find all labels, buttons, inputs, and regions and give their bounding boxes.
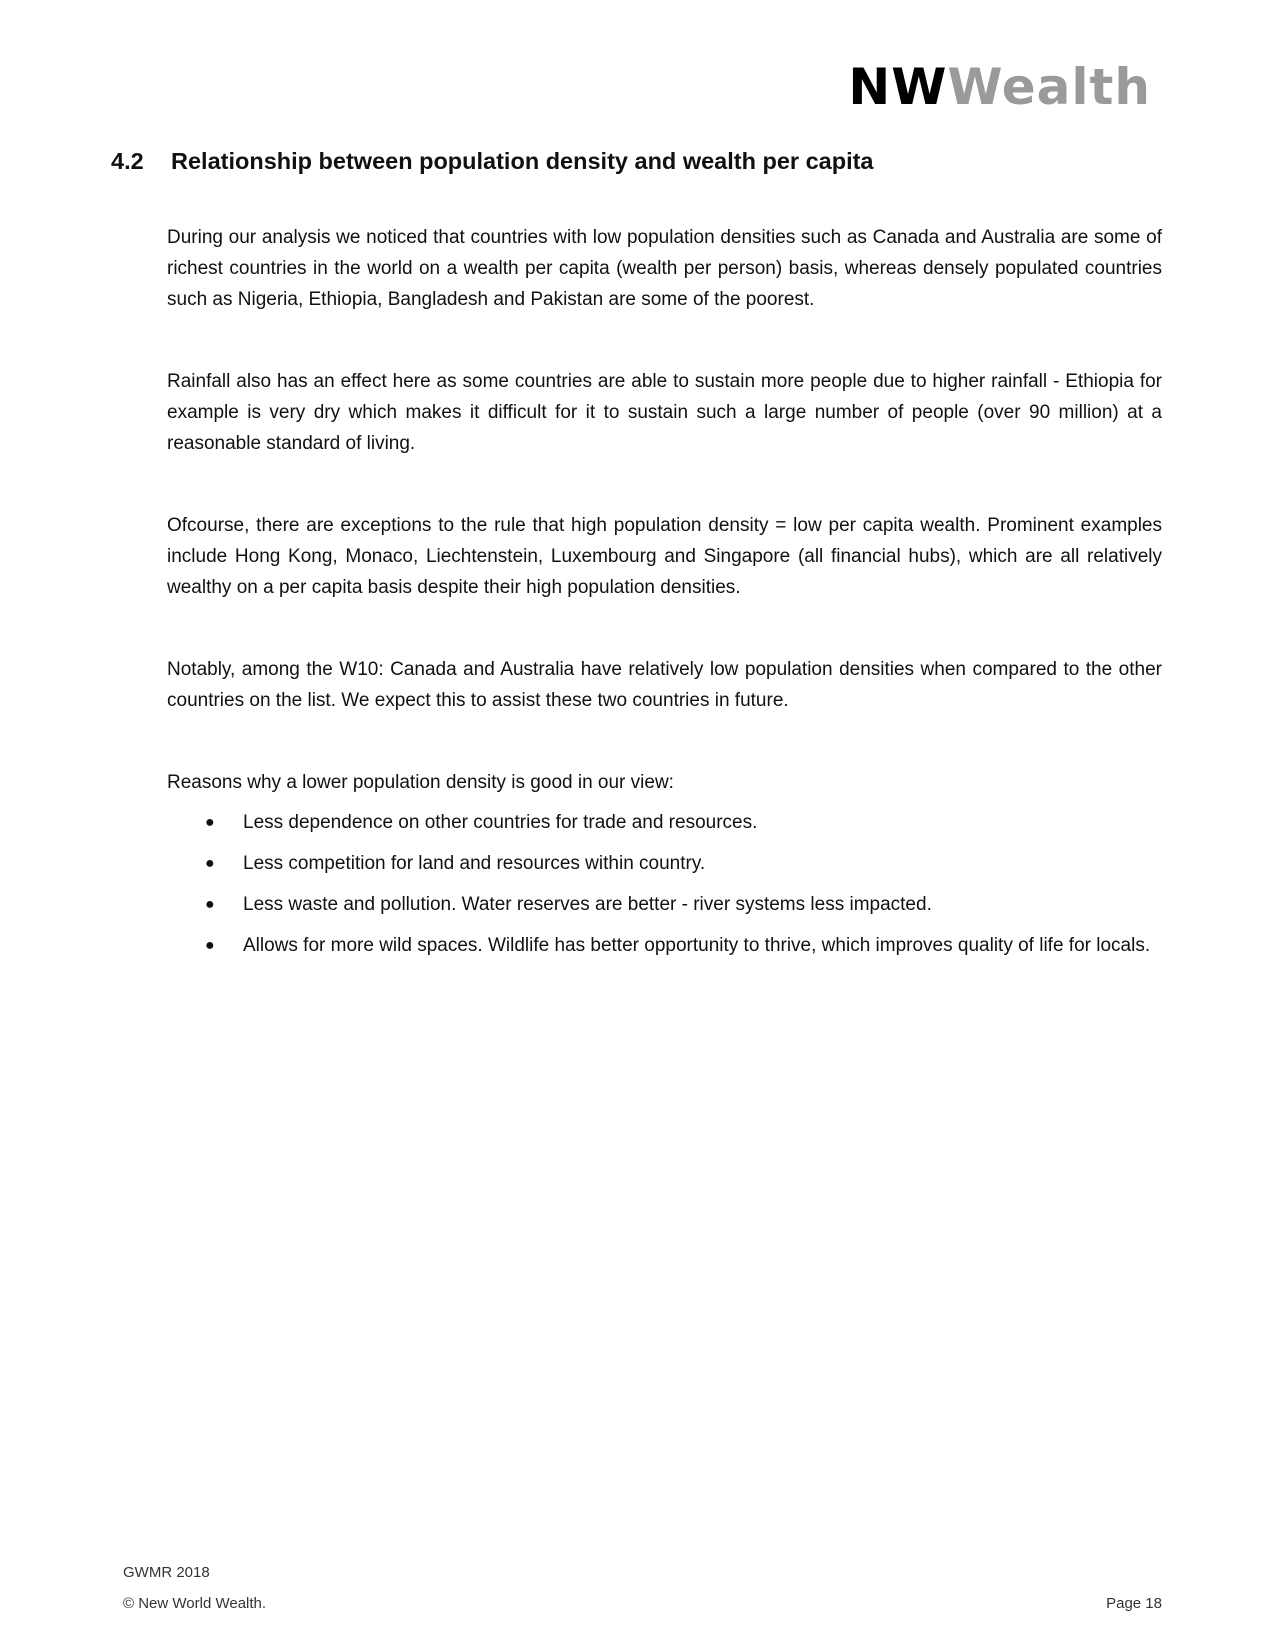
list-item xyxy=(167,889,1162,920)
list-item-text: Less waste and pollution. Water reserves are better - river systems less impacted. xyxy=(243,894,932,915)
page-number: Page 18 xyxy=(1106,1595,1162,1612)
section-heading xyxy=(111,148,874,175)
paragraph-rainfall: Rainfall also has an effect here as some countries are able to sustain more people due to higher rainfall - Ethiopia for example is very dry which makes it difficult for it to sustain such a large number of people (over 90 million) at a reasonable standard of living. xyxy=(167,371,1162,454)
section-number: 4.2 xyxy=(111,148,144,174)
section-title: Relationship between population density and wealth per capita xyxy=(171,148,874,174)
reasons-intro: Reasons why a lower population density is good in our view: xyxy=(167,772,674,793)
logo-nw: NW xyxy=(848,58,948,116)
list-item xyxy=(167,930,1162,961)
bullet-icon: ● xyxy=(205,814,215,831)
list-item xyxy=(167,848,1162,879)
list-item-text: Less competition for land and resources within country. xyxy=(243,853,706,874)
reasons-list xyxy=(167,807,1162,961)
paragraph-exceptions: Ofcourse, there are exceptions to the rule that high population density = low per capita wealth. Prominent examples include Hong Kong, Monaco, Liechtenstein, Luxembourg and Singapore (all financial hubs), which are all relatively wealthy on a per capita basis despite their high population densities. xyxy=(167,515,1162,598)
footer-copyright: © New World Wealth. xyxy=(123,1595,267,1612)
footer-report: GWMR 2018 xyxy=(123,1564,210,1581)
list-item-text: Allows for more wild spaces. Wildlife has better opportunity to thrive, which improves quality of life for locals. xyxy=(243,935,1151,956)
paragraph-w10: Notably, among the W10: Canada and Australia have relatively low population densities when compared to the other countries on the list. We expect this to assist these two countries in future. xyxy=(167,659,1162,711)
nwwealth-logo xyxy=(848,58,1151,116)
bullet-icon: ● xyxy=(205,855,215,872)
footer-left xyxy=(123,1557,266,1619)
list-item xyxy=(167,807,1162,838)
paragraph-low-density: During our analysis we noticed that countries with low population densities such as Canada and Australia are some of richest countries in the world on a wealth per capita (wealth per person) basis, whereas densely populated countries such as Nigeria, Ethiopia, Bangladesh and Pakistan are some of the poorest. xyxy=(167,227,1162,310)
logo-wealth: Wealth xyxy=(947,58,1151,116)
body-content xyxy=(167,222,1162,971)
bullet-icon: ● xyxy=(205,937,215,954)
bullet-icon: ● xyxy=(205,896,215,913)
list-item-text: Less dependence on other countries for trade and resources. xyxy=(243,812,758,833)
